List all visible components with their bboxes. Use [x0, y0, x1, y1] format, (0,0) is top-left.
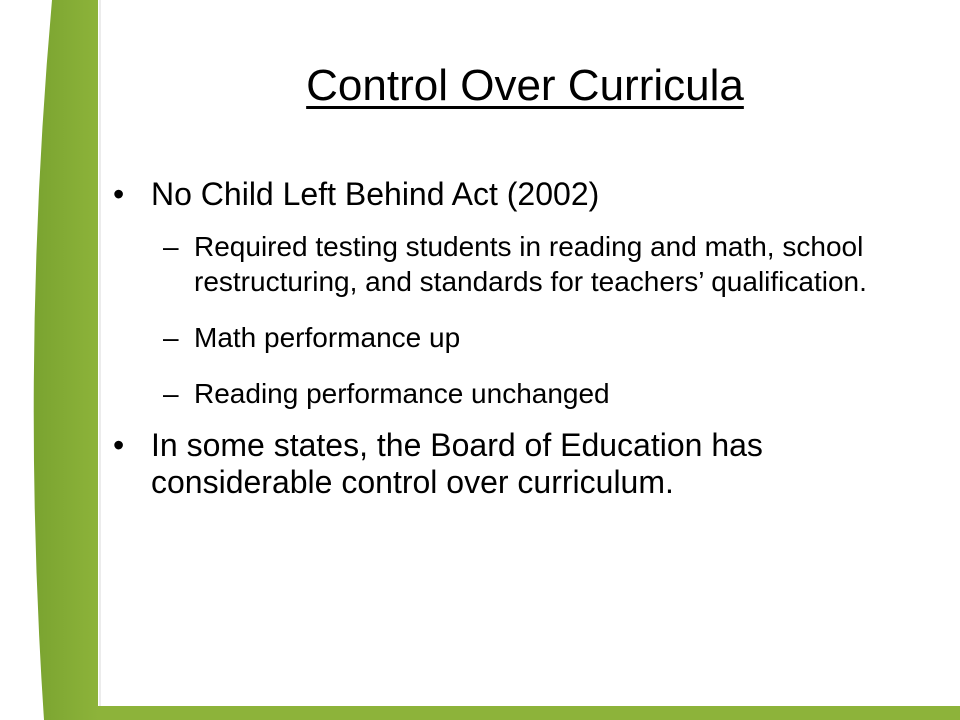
slide-content — [113, 176, 913, 501]
bullet-text: No Child Left Behind Act (2002) — [151, 176, 600, 212]
bullet-item — [113, 427, 913, 501]
sub-bullet-text: Reading performance unchanged — [194, 378, 610, 409]
sub-bullet-item — [113, 376, 913, 411]
sub-bullet-item — [113, 229, 913, 299]
sub-bullet-text: Math performance up — [194, 322, 461, 353]
bullet-marker: • — [113, 427, 125, 463]
bullet-item — [113, 176, 913, 213]
sub-bullet-marker: – — [163, 322, 179, 353]
sub-bullet-item — [113, 320, 913, 355]
bullet-text: In some states, the Board of Education has considerable control over curriculum. — [151, 427, 763, 500]
sub-bullet-text: Required testing students in reading and math, school restructuring, and standards for teachers’ qualification. — [194, 231, 867, 297]
sub-bullet-marker: – — [163, 378, 179, 409]
sub-bullet-marker: – — [163, 231, 179, 262]
slide-title: Control Over Curricula — [306, 61, 744, 110]
bottom-green-band — [98, 706, 960, 720]
bullet-marker: • — [113, 176, 125, 212]
